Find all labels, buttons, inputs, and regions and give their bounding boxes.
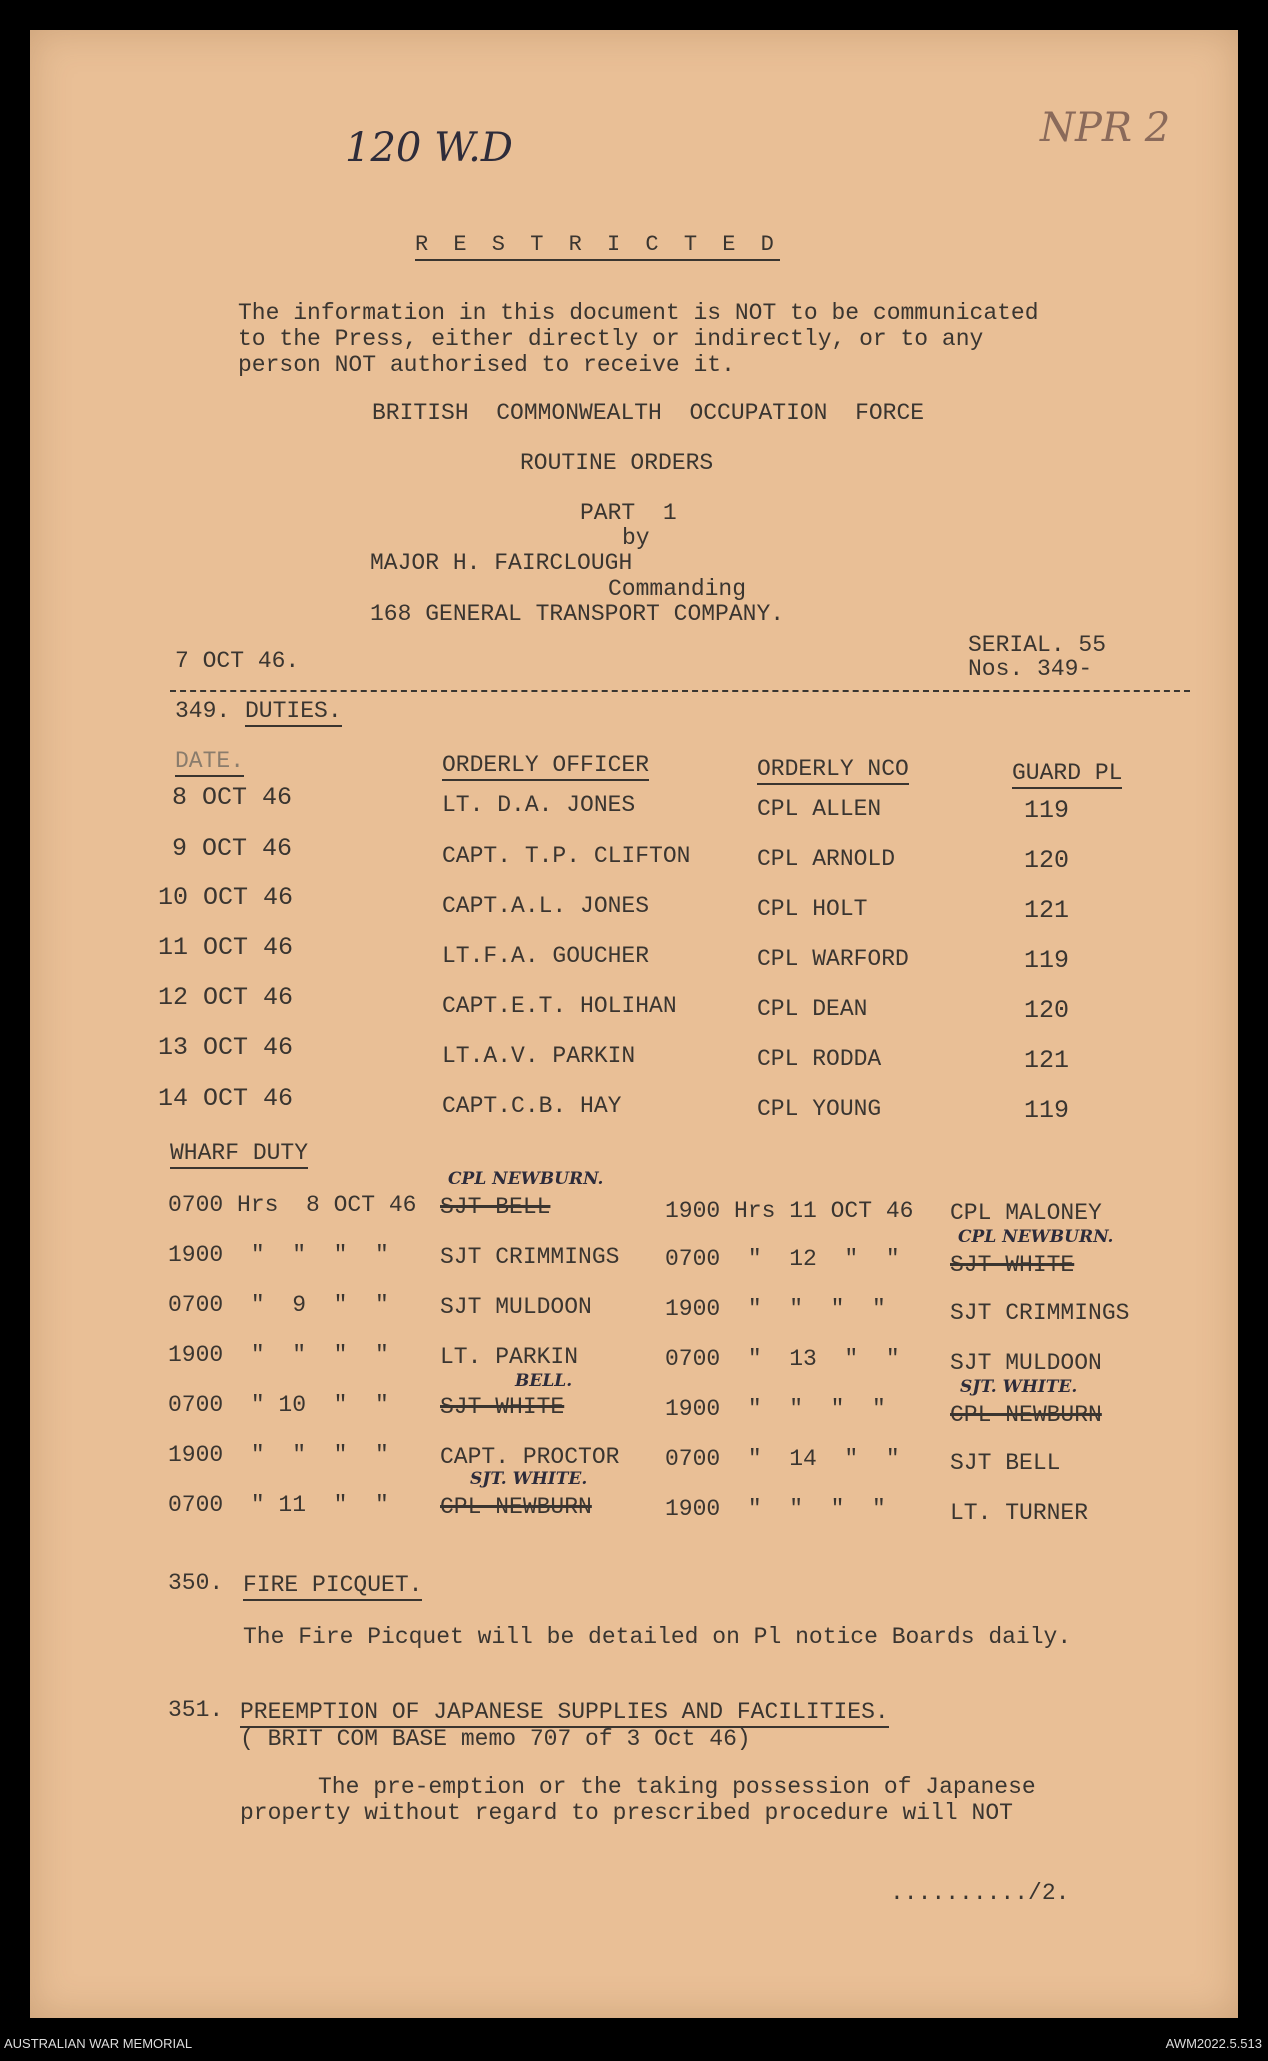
by-label: by: [622, 525, 650, 551]
commander-name: MAJOR H. FAIRCLOUGH: [370, 550, 633, 576]
duty-date: 8 OCT 46: [172, 783, 293, 812]
duty-officer: CAPT.A.L. JONES: [442, 893, 650, 919]
duty-guard: 121: [1024, 896, 1070, 925]
duty-nco: CPL YOUNG: [757, 1096, 882, 1122]
duty-nco: CPL DEAN: [757, 996, 868, 1022]
archive-footer-right: AWM2022.5.513: [1165, 2036, 1262, 2051]
duty-date: 13 OCT 46: [158, 1033, 294, 1062]
section-351-text-line-2: property without regard to prescribed procedure will NOT: [240, 1800, 1013, 1826]
wharf-right-name: SJT WHITE: [950, 1252, 1075, 1278]
duty-nco: CPL RODDA: [757, 1046, 882, 1072]
archive-footer-left: AUSTRALIAN WAR MEMORIAL: [4, 2036, 193, 2051]
wharf-right-name: SJT MULDOON: [950, 1350, 1102, 1376]
notice-line-3: person NOT authorised to receive it.: [238, 352, 735, 378]
wharf-left-name: SJT CRIMMINGS: [440, 1244, 620, 1270]
orders-title: ROUTINE ORDERS: [520, 450, 714, 476]
duty-officer: CAPT.E.T. HOLIHAN: [442, 993, 677, 1019]
wharf-left-name: CPL NEWBURN: [440, 1494, 592, 1520]
notice-line-1: The information in this document is NOT to be communicated: [238, 300, 1039, 326]
duty-guard: 120: [1024, 846, 1070, 875]
wharf-right-correction: SJT. WHITE.: [960, 1377, 1078, 1397]
section-351-title: PREEMPTION OF JAPANESE SUPPLIES AND FACILITIES.: [240, 1699, 889, 1728]
section-350-text: The Fire Picquet will be detailed on Pl notice Boards daily.: [243, 1624, 1072, 1650]
duty-officer: LT. D.A. JONES: [442, 792, 636, 818]
wharf-right-time: 0700 " 12 " ": [665, 1246, 900, 1272]
company-name: 168 GENERAL TRANSPORT COMPANY.: [370, 601, 785, 627]
restricted-heading: R E S T R I C T E D: [415, 232, 780, 261]
duty-date: 14 OCT 46: [158, 1084, 294, 1113]
duty-nco: CPL ALLEN: [757, 796, 882, 822]
wharf-duty-title: WHARF DUTY: [170, 1140, 308, 1169]
duty-date: 9 OCT 46: [172, 834, 293, 863]
page-continuation-marker: ........../2.: [890, 1880, 1070, 1906]
wharf-left-time: 0700 " 10 " ": [168, 1392, 389, 1418]
wharf-right-name: SJT BELL: [950, 1450, 1061, 1476]
duty-header-date: DATE.: [175, 748, 244, 777]
duty-date: 12 OCT 46: [158, 983, 294, 1012]
duty-guard: 121: [1024, 1046, 1070, 1075]
wharf-left-name: SJT BELL: [440, 1194, 551, 1220]
duty-header-guard: GUARD PL: [1012, 760, 1122, 789]
section-349-number: 349.: [175, 698, 231, 724]
wharf-left-time: 0700 " 9 " ": [168, 1292, 389, 1318]
duty-officer: LT.F.A. GOUCHER: [442, 943, 650, 969]
wharf-right-name: CPL NEWBURN: [950, 1402, 1102, 1428]
commanding-label: Commanding: [608, 576, 747, 602]
part-label: PART 1: [580, 500, 677, 526]
handwritten-reference: 120 W.D: [345, 125, 513, 171]
wharf-right-correction: CPL NEWBURN.: [958, 1227, 1114, 1247]
wharf-left-correction: SJT. WHITE.: [470, 1469, 588, 1489]
wharf-right-time: 1900 " " " ": [665, 1496, 886, 1522]
duty-officer: CAPT.C.B. HAY: [442, 1093, 622, 1119]
section-350-title: FIRE PICQUET.: [243, 1572, 422, 1601]
duty-guard: 119: [1024, 796, 1070, 825]
wharf-left-time: 1900 " " " ": [168, 1442, 389, 1468]
wharf-right-time: 1900 " " " ": [665, 1296, 886, 1322]
wharf-right-time: 0700 " 13 " ": [665, 1346, 900, 1372]
order-numbers: Nos. 349-: [968, 656, 1093, 682]
duty-header-officer: ORDERLY OFFICER: [442, 752, 649, 781]
duty-date: 11 OCT 46: [158, 933, 294, 962]
duty-guard: 119: [1024, 1096, 1070, 1125]
separator-line: [170, 690, 1190, 692]
duty-officer: LT.A.V. PARKIN: [442, 1043, 636, 1069]
duty-officer: CAPT. T.P. CLIFTON: [442, 843, 691, 869]
duty-header-nco: ORDERLY NCO: [757, 756, 909, 785]
section-350-number: 350.: [168, 1570, 224, 1596]
wharf-left-name: SJT MULDOON: [440, 1294, 592, 1320]
wharf-left-time: 0700 " 11 " ": [168, 1492, 389, 1518]
wharf-left-time: 1900 " " " ": [168, 1242, 389, 1268]
notice-line-2: to the Press, either directly or indirectly, or to any: [238, 326, 984, 352]
wharf-left-name: CAPT. PROCTOR: [440, 1444, 620, 1470]
section-351-number: 351.: [168, 1697, 224, 1723]
section-349-title: DUTIES.: [245, 698, 342, 727]
wharf-right-time: 1900 Hrs 11 OCT 46: [665, 1198, 914, 1224]
wharf-left-name: LT. PARKIN: [440, 1344, 579, 1370]
duty-nco: CPL HOLT: [757, 896, 868, 922]
duty-guard: 120: [1024, 996, 1070, 1025]
wharf-left-name: SJT WHITE: [440, 1394, 565, 1420]
handwritten-page-mark: NPR 2: [1040, 105, 1171, 151]
wharf-left-correction: CPL NEWBURN.: [448, 1169, 604, 1189]
wharf-right-name: CPL MALONEY: [950, 1200, 1102, 1226]
organisation-title: BRITISH COMMONWEALTH OCCUPATION FORCE: [372, 400, 925, 426]
section-351-reference: ( BRIT COM BASE memo 707 of 3 Oct 46): [240, 1726, 751, 1752]
wharf-right-time: 1900 " " " ": [665, 1396, 886, 1422]
section-351-text-line-1: The pre-emption or the taking possession of Japanese: [318, 1774, 1036, 1800]
serial-number: SERIAL. 55: [968, 632, 1107, 658]
wharf-right-time: 0700 " 14 " ": [665, 1446, 900, 1472]
wharf-left-time: 1900 " " " ": [168, 1342, 389, 1368]
duty-guard: 119: [1024, 946, 1070, 975]
order-date: 7 OCT 46.: [175, 648, 300, 674]
wharf-right-name: SJT CRIMMINGS: [950, 1300, 1130, 1326]
duty-nco: CPL ARNOLD: [757, 846, 896, 872]
wharf-left-correction: BELL.: [515, 1371, 573, 1391]
duty-nco: CPL WARFORD: [757, 946, 909, 972]
wharf-left-time: 0700 Hrs 8 OCT 46: [168, 1192, 417, 1218]
duty-date: 10 OCT 46: [158, 883, 294, 912]
wharf-right-name: LT. TURNER: [950, 1500, 1089, 1526]
